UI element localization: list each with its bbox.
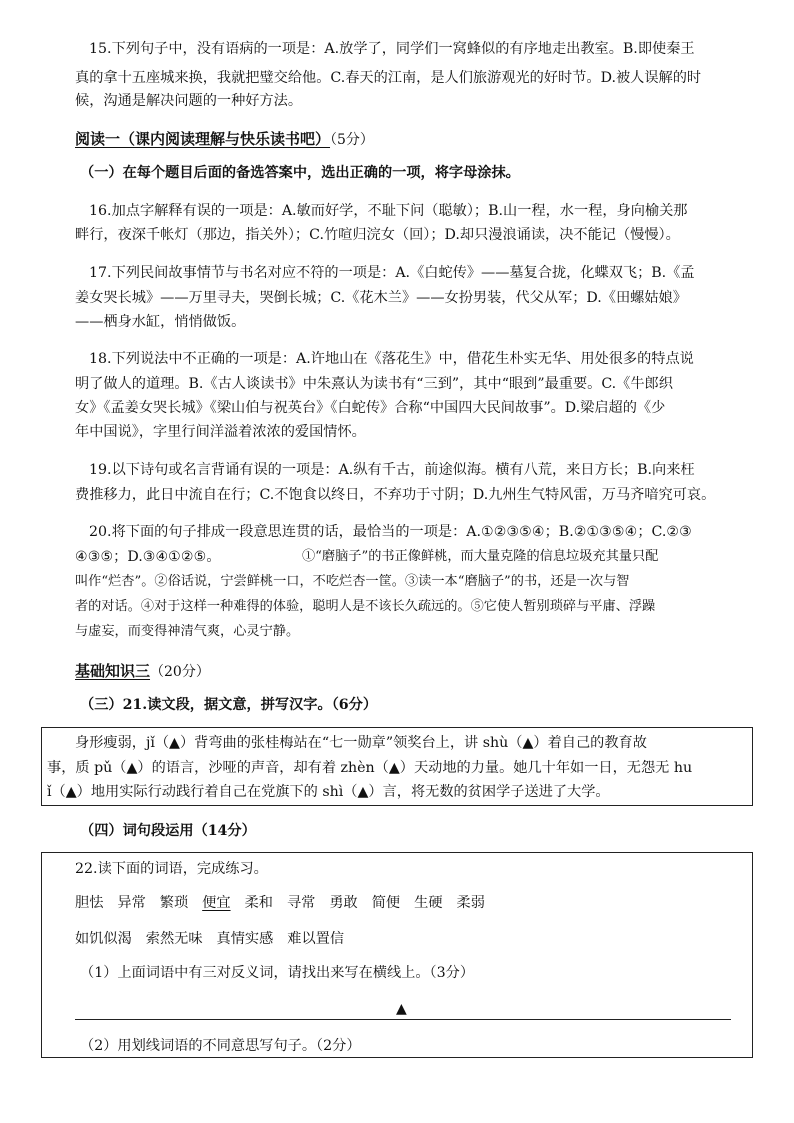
basic3-heading: [75, 660, 210, 683]
q19-line-1: 19.以下诗句或名言背诵有误的一项是：A.纵有千古，前途似海。横有八荒，来日方长；B.向来枉: [89, 462, 695, 478]
q20-line-4: 者的对话。④对于这样一种难得的体验，聪明人是不该长久疏远的。⑤它使人暂别琐碎与平庸、浮躁: [75, 599, 656, 614]
q22-sub2: （2）用划线词语的不同意思写句子。（2分）: [80, 1038, 361, 1054]
q20-line-2-passage: ①“磨脑子”的书正像鲜桃，而大量克隆的信息垃圾充其量只配: [302, 549, 659, 564]
underlined-word: 便宜: [202, 895, 231, 911]
q17-line-2: 姜女哭长城》——万里寻夫，哭倒长城；C.《花木兰》——女扮男装，代父从军；D.《田螺姑娘》: [75, 290, 687, 306]
q21-title: （三）21.读文段，据文意，拼写汉字。（6分）: [80, 697, 378, 713]
q18-line-1: 18.下列说法中不正确的一项是：A.许地山在《落花生》中，借花生朴实无华、用处很多的特点说: [89, 351, 694, 367]
answer-line[interactable]: [75, 1019, 731, 1020]
q20-line-3: 叫作“烂杏”。②俗话说，宁尝鲜桃一口，不吃烂杏一筐。③读一本“磨脑子”的书，还是一次与智: [75, 574, 630, 589]
word: 生硬: [414, 895, 443, 911]
word: 勇敢: [329, 895, 358, 911]
q15-line-1: 15.下列句子中，没有语病的一项是：A.放学了，同学们一窝蜂似的有序地走出教室。B.即使秦王: [89, 41, 695, 57]
q16-line-1: 16.加点字解释有误的一项是：A.敏而好学，不耻下问（聪敏）；B.山一程，水一程，身向榆关那: [89, 203, 688, 219]
basic3-title: 基础知识三: [75, 662, 151, 680]
q20-line-2-options: ④③⑤；D.③④①②⑤。: [75, 549, 221, 565]
q19-line-2: 费推移力，此日中流自在行；C.不饱食以终日，不弃功于寸阴；D.九州生气特风雷，万马齐喑究可哀。: [75, 487, 716, 503]
q18-line-4: 年中国说》，字里行间洋溢着浓浓的爱国情怀。: [75, 424, 366, 440]
word: 寻常: [286, 895, 316, 911]
word: 繁琐: [159, 895, 189, 911]
word: 柔和: [244, 895, 273, 911]
word: 胆怯: [75, 895, 104, 911]
word: 难以置信: [287, 931, 345, 947]
q21-line-1: 身形瘦弱，jǐ（▲）背弯曲的张桂梅站在“七一勋章”领奖台上，讲 shù（▲）着自己的教育故: [75, 735, 647, 751]
reading1-points: （5分）: [330, 132, 374, 148]
q22-sub1: （1）上面词语中有三对反义词，请找出来写在横线上。（3分）: [80, 965, 475, 981]
reading1-heading: [75, 128, 374, 151]
word: 如饥似渴: [75, 931, 132, 947]
word: 索然无味: [145, 931, 203, 947]
q15-line-2: 真的拿十五座城来换，我就把璧交给他。C.春天的江南，是人们旅游观光的好时节。D.被人误解的时: [75, 70, 702, 86]
q18-line-2: 明了做人的道理。B.《古人谈读书》中朱熹认为读书有“三到”，其中“眼到”最重要。C.《牛郎织: [75, 376, 673, 392]
q18-line-3: 女》《孟姜女哭长城》《梁山伯与祝英台》《白蛇传》合称“中国四大民间故事”。D.梁启超的《少: [75, 400, 666, 416]
q17-line-3: ——栖身水缸，悄悄做饭。: [75, 314, 246, 330]
q16-line-2: 畔行，夜深千帐灯（那边，指关外）；C.竹喧归浣女（回）；D.却只漫浪诵读，决不能记（慢慢）。: [75, 227, 680, 243]
word: 真情实感: [216, 931, 274, 947]
q20-line-5: 与虚妄，而变得神清气爽，心灵宁静。: [75, 624, 300, 639]
q17-line-1: 17.下列民间故事情节与书名对应不符的一项是：A.《白蛇传》——墓复合拢，化蝶双飞；B.《孟: [89, 265, 695, 281]
basic3-points: （20分）: [150, 664, 210, 680]
word: 柔弱: [456, 895, 485, 911]
q22-section-title: （四）词句段运用（14分）: [80, 823, 256, 839]
q22-word-row-2: [75, 928, 755, 950]
q21-line-2: 事，质 pǔ（▲）的语言，沙哑的声音，却有着 zhèn（▲）天动地的力量。她几十年如一日，无怨无 hu: [47, 760, 693, 776]
q22-box: [41, 852, 753, 1058]
q15-line-3: 候，沟通是解决问题的一种好方法。: [75, 93, 303, 109]
reading1-title: 阅读一（课内阅读理解与快乐读书吧）: [75, 130, 331, 148]
answer-marker: ▲: [396, 1001, 407, 1017]
q20-line-1: 20.将下面的句子排成一段意思连贯的话，最恰当的一项是：A.①②③⑤④；B.②①③⑤④；C.②③: [89, 524, 692, 540]
reading1-instruction: （一）在每个题目后面的备选答案中，选出正确的一项，将字母涂抹。: [80, 165, 520, 181]
word: 简便: [371, 895, 401, 911]
q21-line-3: ǐ（▲）地用实际行动践行着自己在党旗下的 shì（▲）言，将无数的贫困学子送进了大学。: [47, 784, 610, 800]
q22-intro: 22.读下面的词语，完成练习。: [75, 861, 268, 877]
word: 异常: [117, 895, 146, 911]
q22-word-row-1: [75, 892, 755, 914]
